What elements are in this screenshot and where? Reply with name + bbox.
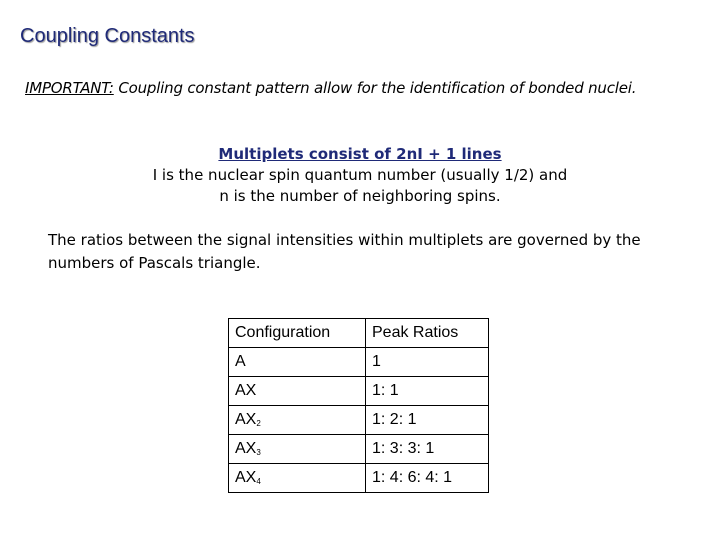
table-row [229,348,489,377]
config-cell [229,377,366,406]
important-text: Coupling constant pattern allow for the identification of bonded nuclei. [113,79,637,97]
important-note [25,79,636,97]
ratios-paragraph: The ratios between the signal intensities within multiplets are governed by the numbers of Pascals triangle. [48,231,641,272]
table-header-row [229,319,489,348]
multiplets-line-1: I is the nuclear spin quantum number (usually 1/2) and [152,166,568,184]
config-cell [229,406,366,435]
ratio-cell: 1: 1 [366,377,489,406]
table-row [229,464,489,493]
config-text: AX [235,411,257,428]
multiplets-line-2: n is the number of neighboring spins. [219,187,501,205]
multiplets-heading: Multiplets consist of 2nI + 1 lines [218,145,502,163]
config-text: AX [235,440,257,457]
config-subscript: 3 [256,448,261,457]
config-text: AX [235,382,257,399]
table-row [229,435,489,464]
ratio-cell: 1: 2: 1 [366,406,489,435]
multiplets-block [80,144,640,207]
config-subscript: 2 [256,419,261,428]
column-header-configuration: Configuration [229,319,366,348]
config-text: A [235,353,246,370]
important-label: IMPORTANT: [25,79,114,97]
table-row [229,377,489,406]
config-cell [229,435,366,464]
ratio-cell: 1 [366,348,489,377]
config-text: AX [235,469,257,486]
ratio-cell: 1: 4: 6: 4: 1 [366,464,489,493]
config-subscript: 4 [256,477,261,486]
config-cell [229,464,366,493]
ratio-cell: 1: 3: 3: 1 [366,435,489,464]
column-header-peak-ratios: Peak Ratios [366,319,489,348]
peak-ratio-table [228,318,489,493]
config-cell [229,348,366,377]
table-row [229,406,489,435]
slide-title: Coupling Constants [20,25,195,47]
